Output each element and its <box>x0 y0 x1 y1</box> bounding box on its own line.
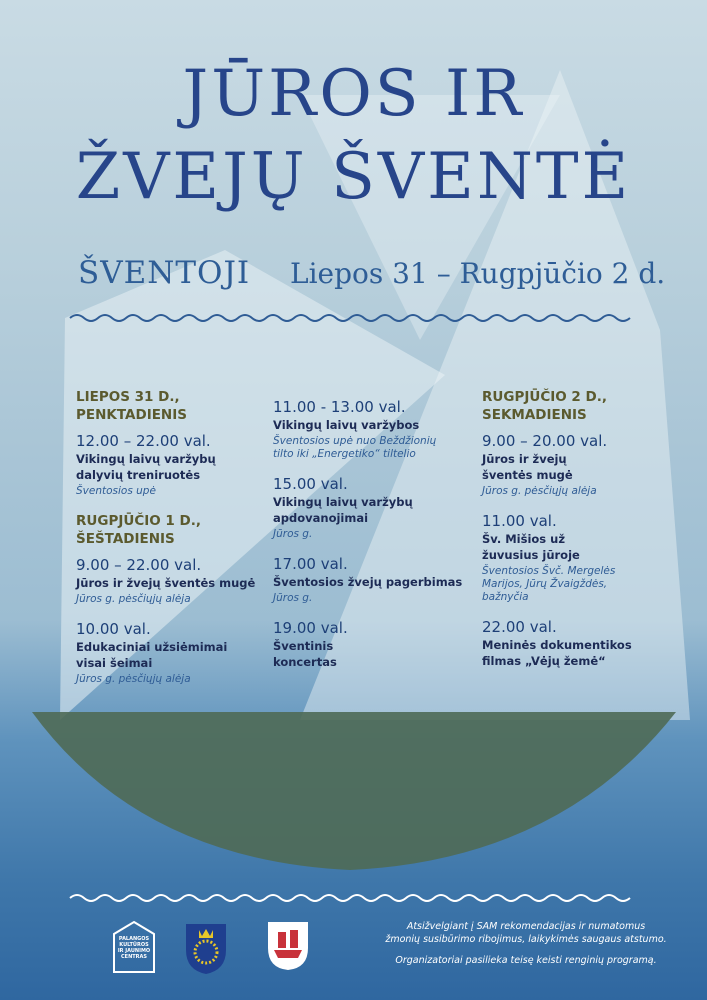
event-name: Šventinis <box>273 639 334 653</box>
event-item <box>273 555 483 605</box>
event-location: Šventosios upė nuo Beždžionių <box>273 435 437 447</box>
location-title: ŠVENTOJI <box>78 255 251 291</box>
event-location: Jūros g. <box>273 528 313 540</box>
event-time: 10.00 val. <box>76 620 151 638</box>
event-name: žuvusius jūroje <box>482 548 580 562</box>
event-time: 9.00 – 22.00 val. <box>76 556 202 574</box>
event-name: Vikingų laivų varžybų <box>273 495 413 509</box>
footer-note <box>381 920 671 967</box>
schedule-column-3 <box>482 388 672 682</box>
event-time: 15.00 val. <box>273 475 348 493</box>
event-item <box>76 620 276 686</box>
event-item <box>482 432 672 498</box>
event-time: 11.00 - 13.00 val. <box>273 398 406 416</box>
event-name: visai šeimai <box>76 656 153 670</box>
date-range: Liepos 31 – Rugpjūčio 2 d. <box>290 257 666 290</box>
event-item <box>273 619 483 669</box>
event-name: Vikingų laivų varžybos <box>273 418 420 432</box>
sventoji-coat-of-arms-logo <box>266 920 310 972</box>
footer-note-line: Atsižvelgiant į SAM rekomendacijas ir numatomus <box>406 921 646 932</box>
day-heading-date: RUGPJŪČIO 2 D., <box>482 389 607 405</box>
event-time: 9.00 – 20.00 val. <box>482 432 608 450</box>
event-time: 19.00 val. <box>273 619 348 637</box>
event-time: 22.00 val. <box>482 618 557 636</box>
event-name: Šv. Mišios už <box>482 532 566 546</box>
logo-text: IR JAUNIMO <box>117 948 151 954</box>
day-heading-date: RUGPJŪČIO 1 D., <box>76 513 201 529</box>
event-name: Šventosios žvejų pagerbimas <box>273 575 463 589</box>
event-name: Jūros ir žvejų šventės mugė <box>76 576 256 590</box>
schedule-column-2 <box>273 390 483 683</box>
event-item <box>76 556 276 606</box>
event-location: Jūros g. <box>273 592 313 604</box>
footer-disclaimer: Organizatoriai pasilieka teisę keisti renginių programą. <box>395 955 657 966</box>
event-item <box>482 512 672 604</box>
event-time: 12.00 – 22.00 val. <box>76 432 211 450</box>
event-item <box>76 432 276 498</box>
logo-text: KULTŪROS <box>119 942 149 948</box>
event-location: Šventosios upė <box>76 485 156 497</box>
palanga-coat-of-arms-logo <box>183 920 229 976</box>
boat-hull <box>32 712 676 870</box>
title-line-1: JŪROS IR <box>182 57 525 131</box>
event-time: 17.00 val. <box>273 555 348 573</box>
event-time: 11.00 val. <box>482 512 557 530</box>
event-item <box>273 475 483 541</box>
logo-text: CENTRAS <box>120 954 147 960</box>
event-name: apdovanojimai <box>273 511 369 525</box>
event-name: dalyvių treniruotės <box>76 468 201 482</box>
event-location: Jūros g. pėsčiųjų alėja <box>76 593 191 605</box>
day-heading-weekday: PENKTADIENIS <box>76 407 187 423</box>
event-name: Vikingų laivų varžybų <box>76 452 216 466</box>
event-name: Edukaciniai užsiėmimai <box>76 640 228 654</box>
day-heading-weekday: SEKMADIENIS <box>482 407 587 423</box>
event-name: Jūros ir žvejų <box>482 452 567 466</box>
event-name: koncertas <box>273 655 337 669</box>
wave-divider-bottom <box>70 895 630 901</box>
footer-note-line: žmonių susibūrimo ribojimus, laikykimės saugaus atstumo. <box>385 934 667 945</box>
event-location: bažnyčia <box>482 591 529 603</box>
event-location: tilto iki „Energetiko“ tiltelio <box>273 448 416 460</box>
event-location: Jūros g. pėsčiųjų alėja <box>482 485 597 497</box>
event-item <box>482 618 672 668</box>
day-heading-date: LIEPOS 31 D., <box>76 389 180 405</box>
title-line-2: ŽVEJŲ ŠVENTĖ <box>75 140 632 214</box>
palangos-kulturos-centras-logo <box>112 920 156 974</box>
event-location: Jūros g. pėsčiųjų alėja <box>76 673 191 685</box>
event-name: filmas „Vėjų žemė“ <box>482 654 606 668</box>
event-item <box>273 398 483 461</box>
day-heading-weekday: ŠEŠTADIENIS <box>76 531 175 547</box>
event-name: Meninės dokumentikos <box>482 638 632 652</box>
event-location: Šventosios Švč. Mergelės <box>482 565 616 577</box>
event-location: Marijos, Jūrų Žvaigždės, <box>482 578 608 590</box>
logo-text: PALANGOS <box>118 936 150 942</box>
event-name: šventės mugė <box>482 468 573 482</box>
schedule-column-1 <box>76 388 276 700</box>
